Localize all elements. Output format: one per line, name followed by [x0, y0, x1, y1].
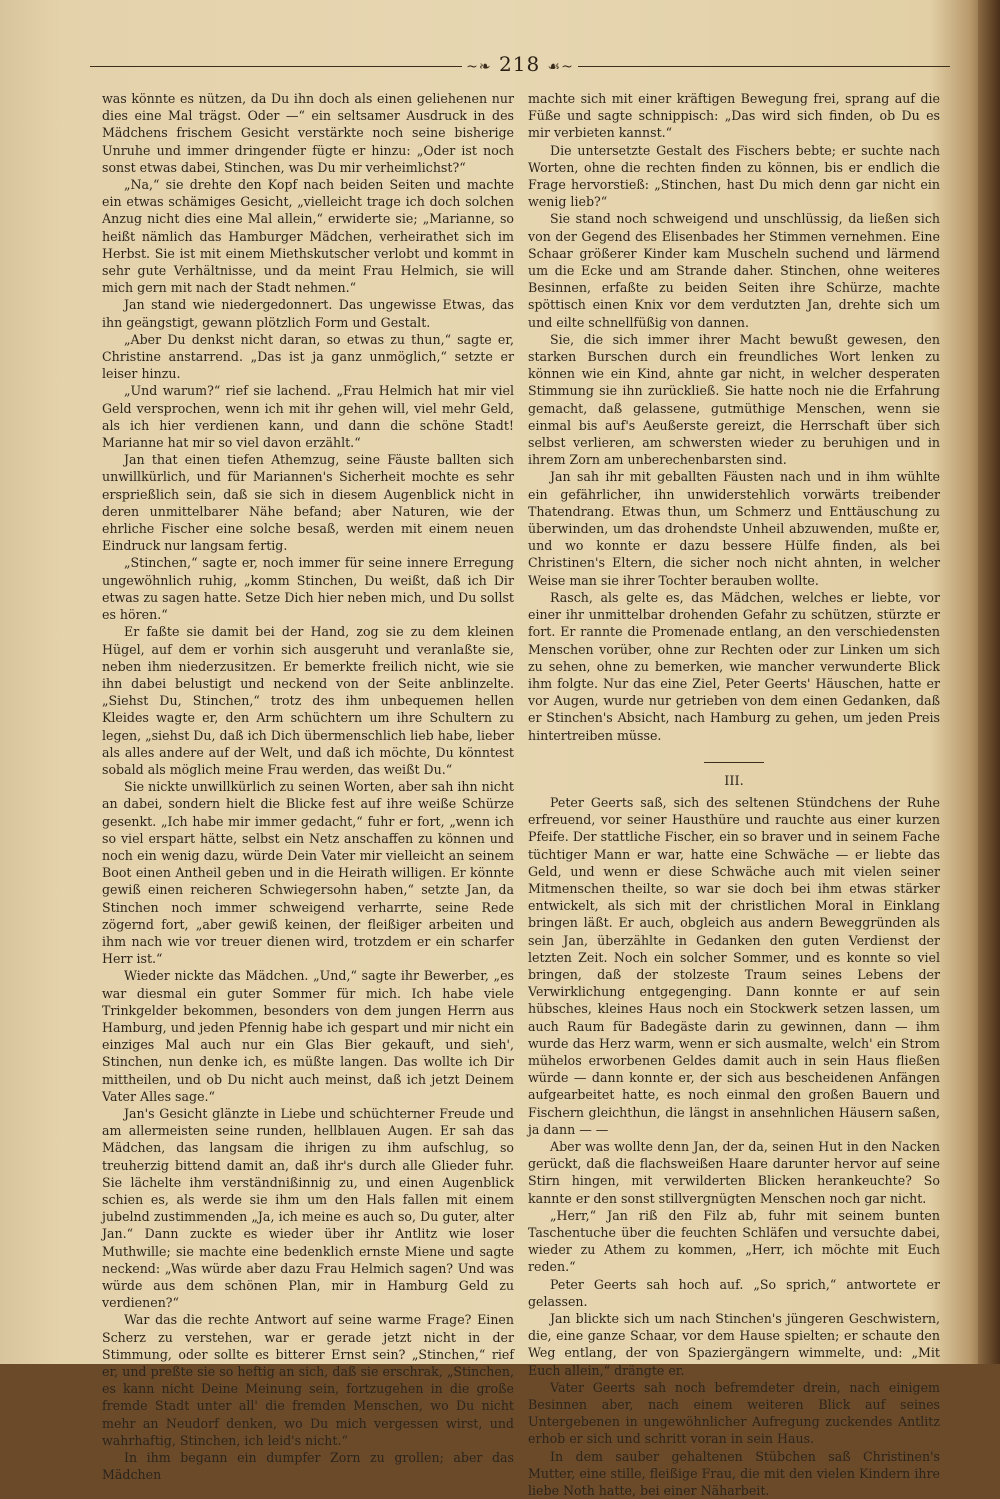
paragraph: Jan sah ihr mit geballten Fäusten nach und in ihm wühlte ein gefährlicher, ihn unwiderstehlich vorwärts treibender Thatendrang. Etwas thun, um Schmerz und Enttäuschung zu überwinden, um das drohendste Unheil abzuwenden, mußte er, und wo konnte er dazu bessere Hülfe finden, als bei Christinen's Eltern, die sicher noch nicht ahnten, in welcher Weise man sie ihrer Tochter berauben wollte. — [528, 469, 940, 588]
paragraph: Peter Geerts saß, sich des seltenen Stündchens der Ruhe erfreuend, vor seiner Hausthüre und rauchte aus einer kurzen Pfeife. Der stattliche Fischer, ein so braver und in seinem Fache tüchtiger Mann er war, hatte eine Schwäche — er liebte das Geld, und wenn er diese Schwäche auch mit vielen seiner Mitmenschen theilte, so war sie doch bei ihm etwas stärker entwickelt, als sich mit der christlichen Moral in Einklang bringen läßt. Er auch, obgleich aus andern Beweggründen als sein Jan, überzählte in Gedanken den guten Verdienst der letzten Zeit. Noch ein solcher Sommer, und es konnte so viel bringen, daß der stolzeste Traum seines Lebens der Verwirklichung entgegenging. Dann konnte er auf sein hübsches, kleines Haus noch ein Stockwerk setzen lassen, um auch Raum für Badegäste darin zu gewinnen, dann — ihm wurde das Herz warm, wenn er sich ausmalte, welch' ein Strom mühelos erworbenen Geldes damit auch in sein Haus fließen würde — dann konnte er, der sich aus bescheidenen Anfängen aufgearbeitet hatte, es noch einmal den großen Bauern und Fischern gleichthun, die längst in ansehnlichen Häusern saßen, ja dann — — — [528, 794, 940, 1137]
right-text-column — [528, 90, 940, 1499]
paragraph: „Und warum?“ rief sie lachend. „Frau Helmich hat mir viel Geld versprochen, wenn ich mit ihr gehen will, viel mehr Geld, als ich hier verdienen kann, und dann die schöne Stadt! Marianne hat mir so viel davon erzählt.“ — [102, 383, 514, 451]
paragraph: „Herr,“ Jan riß den Filz ab, fuhr mit seinem bunten Taschentuche über die feuchten Schläfen und versuchte dabei, wieder zu Athem zu kommen, „Herr, ich möchte mit Euch reden.“ — [528, 1207, 940, 1275]
paragraph: Sie stand noch schweigend und unschlüssig, da ließen sich von der Gegend des Elisenbades her Stimmen vernehmen. Eine Schaar größerer Kinder kam Muscheln suchend und lärmend um die Ecke und am Strande daher. Stinchen, ohne weiteres Besinnen, erfaßte zu beiden Seiten ihre Schürze, machte spöttisch einen Knix vor dem verdutzten Jan, drehte sich um und eilte schnellfüßig von dannen. — [528, 211, 940, 330]
paragraph: machte sich mit einer kräftigen Bewegung frei, sprang auf die Füße und sagte schnippisch: „Das wird sich finden, ob Du es mir verbieten kannst.“ — [528, 91, 940, 141]
paragraph: Peter Geerts sah hoch auf. „So sprich,“ antwortete er gelassen. — [528, 1276, 940, 1309]
paragraph: Sie nickte unwillkürlich zu seinen Worten, aber sah ihn nicht an dabei, sondern hielt die Blicke fest auf ihre weiße Schürze gesenkt. „Ich habe mir immer gedacht,“ fuhr er fort, „wenn ich so viel erspart hätte, selbst ein Netz anschaffen zu können und noch ein wenig dazu, würde Dein Vater mir vielleicht an seinem Boot einen Antheil geben und in die Heirath willigen. Er könnte gewiß einen reicheren Schwiegersohn haben,“ setzte Jan, da Stinchen noch immer schweigend verharrte, seine Rede zögernd fort, „aber gewiß keinen, der fleißiger arbeiten und ihm nach wie vor treuer dienen wird, trotzdem er ein scharfer Herr ist.“ — [102, 779, 514, 967]
section-heading: III. — [724, 773, 744, 789]
paragraph: Vater Geerts sah noch befremdeter drein, nach einigem Besinnen aber, nach einem weiteren Blick auf seines Untergebenen in ungewöhnlicher Aufregung zuckendes Antlitz erhob er sich und schritt voran in sein Haus. — [528, 1379, 940, 1447]
paragraph: Er faßte sie damit bei der Hand, zog sie zu dem kleinen Hügel, auf dem er vorhin sich ausgeruht und veranlaßte sie, neben ihm niederzusitzen. Er bemerkte freilich nicht, wie sie ihn dabei belustigt und neckend von der Seite anblinzelte. „Siehst Du, Stinchen,“ trotz des ihm unbequemen hellen Kleides wagte er, den Arm schüchtern um ihre Schultern zu legen, „siehst Du, daß ich Dich übermenschlich lieb habe, lieber als alles andere auf der Welt, und daß ich möchte, Du könntest sobald als möglich meine Frau werden, das weißt Du.“ — [102, 624, 514, 777]
header-rule-right — [578, 66, 950, 67]
paragraph: Die untersetzte Gestalt des Fischers bebte; er suchte nach Worten, ohne die rechten finden zu können, bis er endlich die Frage hervorstieß: „Stinchen, hast Du mich denn gar nicht ein wenig lieb?“ — [528, 142, 940, 210]
page-number — [462, 52, 578, 76]
paragraph: „Stinchen,“ sagte er, noch immer für seine innere Erregung ungewöhnlich ruhig, „komm Stinchen, Du weißt, daß ich Dir etwas zu sagen hatte. Setze Dich hier neben mich, und Du sollst es hören.“ — [102, 555, 514, 623]
book-binding-edge — [978, 0, 1000, 1364]
paragraph: was könnte es nützen, da Du ihn doch als einen geliehenen nur dies eine Mal trägst. Oder —“ ein seltsamer Ausdruck in des Mädchens frischem Gesicht verstärkte noch seine bisherige Unruhe und immer dringender fügte er hinzu: „Oder ist noch sonst etwas dabei, Stinchen, was Du mir verheimlichst?“ — [102, 91, 514, 175]
paragraph: Jan stand wie niedergedonnert. Das ungewisse Etwas, das ihn geängstigt, gewann plötzlich Form und Gestalt. — [102, 297, 514, 330]
header-rule-left — [90, 66, 462, 67]
ornament-right-icon: ☙~ — [547, 59, 574, 75]
paragraph: Aber was wollte denn Jan, der da, seinen Hut in den Nacken gerückt, daß die flachsweißen Haare darunter hervor auf seine Stirn hingen, mit verwilderten Blicken herankeuchte? So kannte er den sonst stillvergnügten Menschen noch gar nicht. — [528, 1138, 940, 1206]
page-header — [90, 52, 950, 84]
paragraph: Jan that einen tiefen Athemzug, seine Fäuste ballten sich unwillkürlich, und für Mariannen's Sicherheit mochte es sehr ersprießlich sein, daß sie sich in diesem Augenblick nicht in deren unmittelbarer Nähe befand; aber Naturen, wie der ehrliche Fischer eine solche besaß, werden mit einem neuen Eindruck nur langsam fertig. — [102, 452, 514, 554]
ornament-left-icon: ~❧ — [466, 59, 492, 75]
paragraph: „Aber Du denkst nicht daran, so etwas zu thun,“ sagte er, Christine anstarrend. „Das ist ja ganz unmöglich,“ setzte er leiser hinzu. — [102, 331, 514, 382]
paragraph: Jan's Gesicht glänzte in Liebe und schüchterner Freude und am allermeisten seine runden, hellblauen Augen. Er sah das Mädchen, das langsam die ihrigen zu ihm aufschlug, so treuherzig bittend damit an, daß ihr's durch alle Glieder fuhr. Sie lächelte ihm verständnißinnig zu, und einen Augenblick schien es, als werde sie ihm um den Hals fallen mit einem jubelnd zustimmenden „Ja, ich meine es auch so, Du guter, alter Jan.“ Dann zuckte es wieder über ihr Antlitz wie loser Muthwille; sie machte eine bedenklich ernste Miene und sagte neckend: „Was würde aber dazu Frau Helmich sagen? Und was würde aus dem schönen Plan, mir in Hamburg Geld zu verdienen?“ — [102, 1105, 514, 1311]
paragraph: Sie, die sich immer ihrer Macht bewußt gewesen, den starken Burschen durch ein freundliches Wort lenken zu können wie ein Kind, ahnte gar nicht, in welcher desperaten Stimmung sie ihn zurückließ. Sie hatte noch nie die Erfahrung gemacht, daß gelassene, gutmüthige Menschen, wenn sie einmal bis auf's Aeußerste gereizt, die Herrschaft über sich selbst verlieren, am schwersten wieder zu beruhigen und in ihrem Zorn am unberechenbarsten sind. — [528, 331, 940, 468]
paragraph: Wieder nickte das Mädchen. „Und,“ sagte ihr Bewerber, „es war diesmal ein guter Sommer für mich. Ich habe viele Trinkgelder bekommen, besonders von dem jungen Herrn aus Hamburg, und jeden Pfennig habe ich gespart und mir nicht ein einziges Mal auch nur ein Glas Bier gekauft, und sieh', Stinchen, nun denke ich, es müßte langen. Das wollte ich Dir mittheilen, und ob Du nicht auch meinst, daß ich jetzt Deinem Vater Alles sage.“ — [102, 968, 514, 1104]
paragraph: „Na,“ sie drehte den Kopf nach beiden Seiten und machte ein etwas schämiges Gesicht, „vielleicht trage ich doch solchen Anzug nicht dies eine Mal allein,“ erwiderte sie; „Marianne, so heißt nämlich das Hamburger Mädchen, verheirathet sich im Herbst. Sie ist mit einem Miethskutscher verlobt und kommt in sehr gute Verhältnisse, und da meint Frau Helmich, sie will mich gern mit nach der Stadt nehmen.“ — [102, 177, 514, 296]
left-text-column — [102, 90, 514, 1483]
page-number-text: 218 — [499, 52, 541, 76]
paragraph: Rasch, als gelte es, das Mädchen, welches er liebte, vor einer ihr unmittelbar drohenden Gefahr zu schützen, stürzte er fort. Er rannte die Promenade entlang, an den verschiedensten Menschen vorüber, ohne zur Rechten oder zur Linken um sich zu sehen, ohne zu bemerken, wie mancher verwunderte Blick ihm folgte. Nur das eine Ziel, Peter Geerts' Häuschen, hatte er vor Augen, wurde nur getrieben von dem einen Gedanken, daß er Stinchen's Absicht, nach Hamburg zu gehen, um jeden Preis hintertreiben müsse. — [528, 589, 940, 743]
paragraph: War das die rechte Antwort auf seine warme Frage? Einen Scherz zu verstehen, war er gerade jetzt nicht in der Stimmung, oder sollte es bitterer Ernst sein? „Stinchen,“ rief er, und preßte sie so heftig an sich, daß sie erschrak, „Stinchen, es kann nicht Deine Meinung sein, fortzugehen in die große fremde Stadt unter all' die fremden Menschen, wo Du nicht mehr an Neudorf denken, wo Du mich vergessen wirst, und wahrhaftig, Stinchen, ich leid's nicht.“ — [102, 1312, 514, 1448]
paragraph: In ihm begann ein dumpfer Zorn zu grollen; aber das Mädchen — [102, 1450, 514, 1483]
paragraph: In dem sauber gehaltenen Stübchen saß Christinen's Mutter, eine stille, fleißige Frau, die mit den vielen Kindern ihre liebe Noth hatte, bei einer Näharbeit. — [528, 1448, 940, 1499]
paragraph: Jan blickte sich um nach Stinchen's jüngeren Geschwistern, die, eine ganze Schaar, vor dem Hause spielten; er schaute den Weg entlang, der von Spaziergängern wimmelte, und: „Mit Euch allein,“ drängte er. — [528, 1311, 940, 1378]
section-divider — [704, 762, 764, 763]
